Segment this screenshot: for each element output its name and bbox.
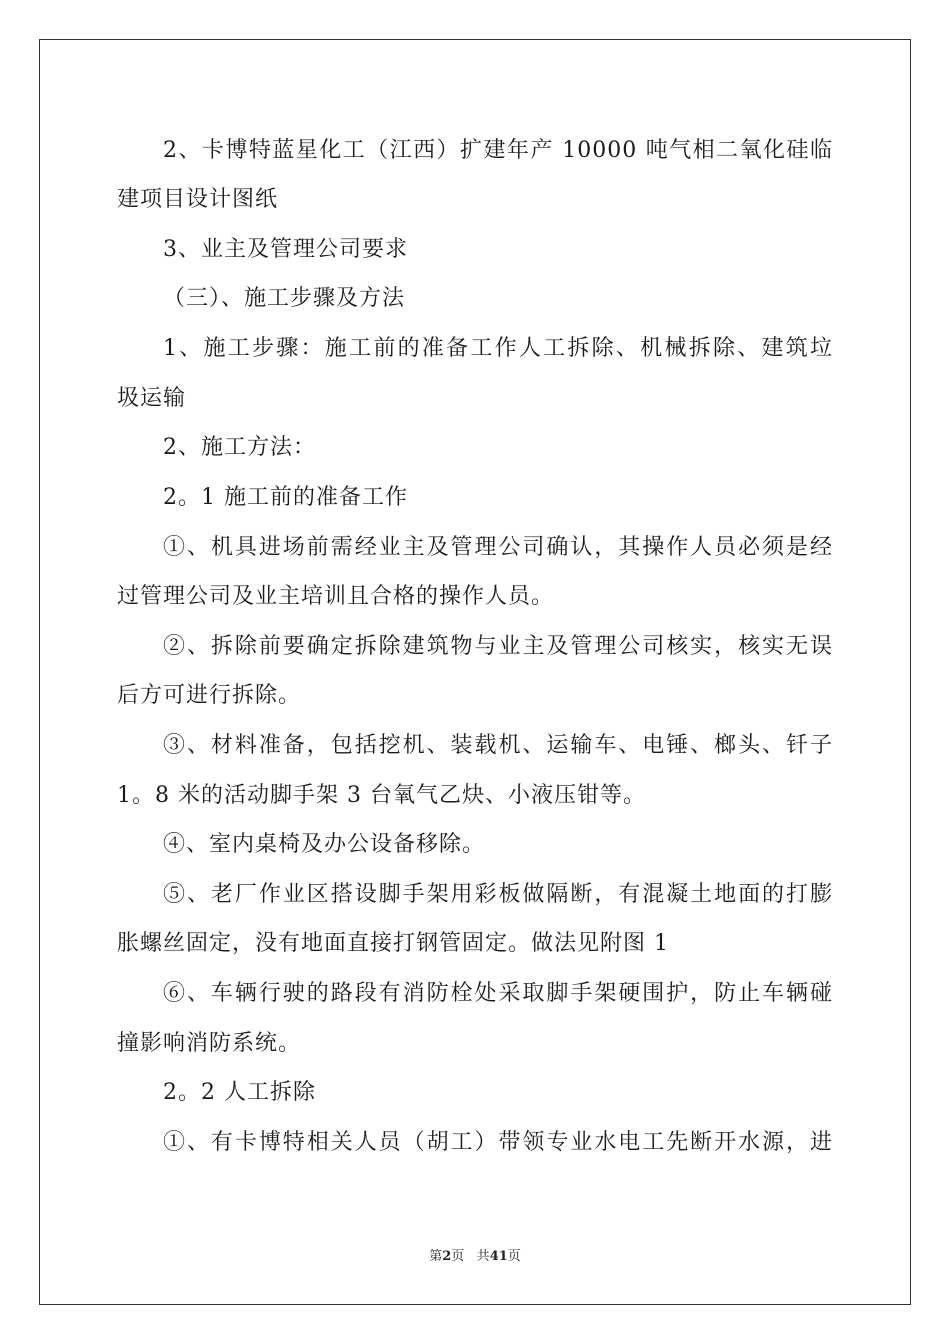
sub-2-2-heading: 2。2 人工拆除 — [163, 1080, 316, 1105]
footer-total-pages: 41 — [489, 1249, 508, 1264]
section-3-heading: （三）、施工步骤及方法 — [163, 286, 406, 311]
prep-5-line-1: ⑤、老厂作业区搭设脚手架用彩板做隔断，有混凝土地面的打膨 — [163, 882, 833, 907]
page-border — [39, 39, 911, 1305]
prep-1-line-1: ①、机具进场前需经业主及管理公司确认，其操作人员必须是经 — [163, 535, 833, 560]
prep-6-line-2: 撞影响消防系统。 — [117, 1031, 302, 1056]
manual-1-line-1: ①、有卡博特相关人员（胡工）带领专业水电工先断开水源，进 — [163, 1130, 833, 1155]
step-1-line-2: 圾运输 — [117, 386, 187, 411]
prep-6-line-1: ⑥、车辆行驶的路段有消防栓处采取脚手架硬围护，防止车辆碰 — [163, 981, 833, 1006]
sub-2-1-heading: 2。1 施工前的准备工作 — [163, 485, 408, 510]
item-3: 3、业主及管理公司要求 — [163, 237, 408, 262]
prep-3-line-2: 1。8 米的活动脚手架 3 台氧气乙炔、小液压钳等。 — [117, 783, 646, 808]
prep-5-line-2: 胀螺丝固定，没有地面直接打钢管固定。做法见附图 1 — [117, 931, 669, 956]
footer-total-suffix: 页 — [507, 1249, 521, 1264]
prep-4: ④、室内桌椅及办公设备移除。 — [163, 832, 486, 857]
item-2-line-2: 建项目设计图纸 — [117, 187, 279, 212]
footer-page-number: 2 — [442, 1249, 452, 1264]
footer-page-suffix: 页 — [451, 1249, 465, 1264]
step-1-line-1: 1、施工步骤：施工前的准备工作人工拆除、机械拆除、建筑垃 — [163, 336, 833, 361]
prep-1-line-2: 过管理公司及业主培训且合格的操作人员。 — [117, 584, 555, 609]
footer-page-prefix: 第 — [429, 1249, 443, 1264]
prep-3-line-1: ③、材料准备，包括挖机、装载机、运输车、电锤、榔头、钎子 — [163, 733, 833, 758]
page-footer — [0, 1248, 950, 1266]
footer-total-prefix: 共 — [476, 1249, 490, 1264]
step-2-heading: 2、施工方法： — [163, 435, 316, 460]
item-2-line-1: 2、卡博特蓝星化工（江西）扩建年产 10000 吨气相二氧化硅临 — [163, 138, 833, 163]
prep-2-line-2: 后方可进行拆除。 — [117, 683, 302, 708]
prep-2-line-1: ②、拆除前要确定拆除建筑物与业主及管理公司核实，核实无误 — [163, 634, 833, 659]
